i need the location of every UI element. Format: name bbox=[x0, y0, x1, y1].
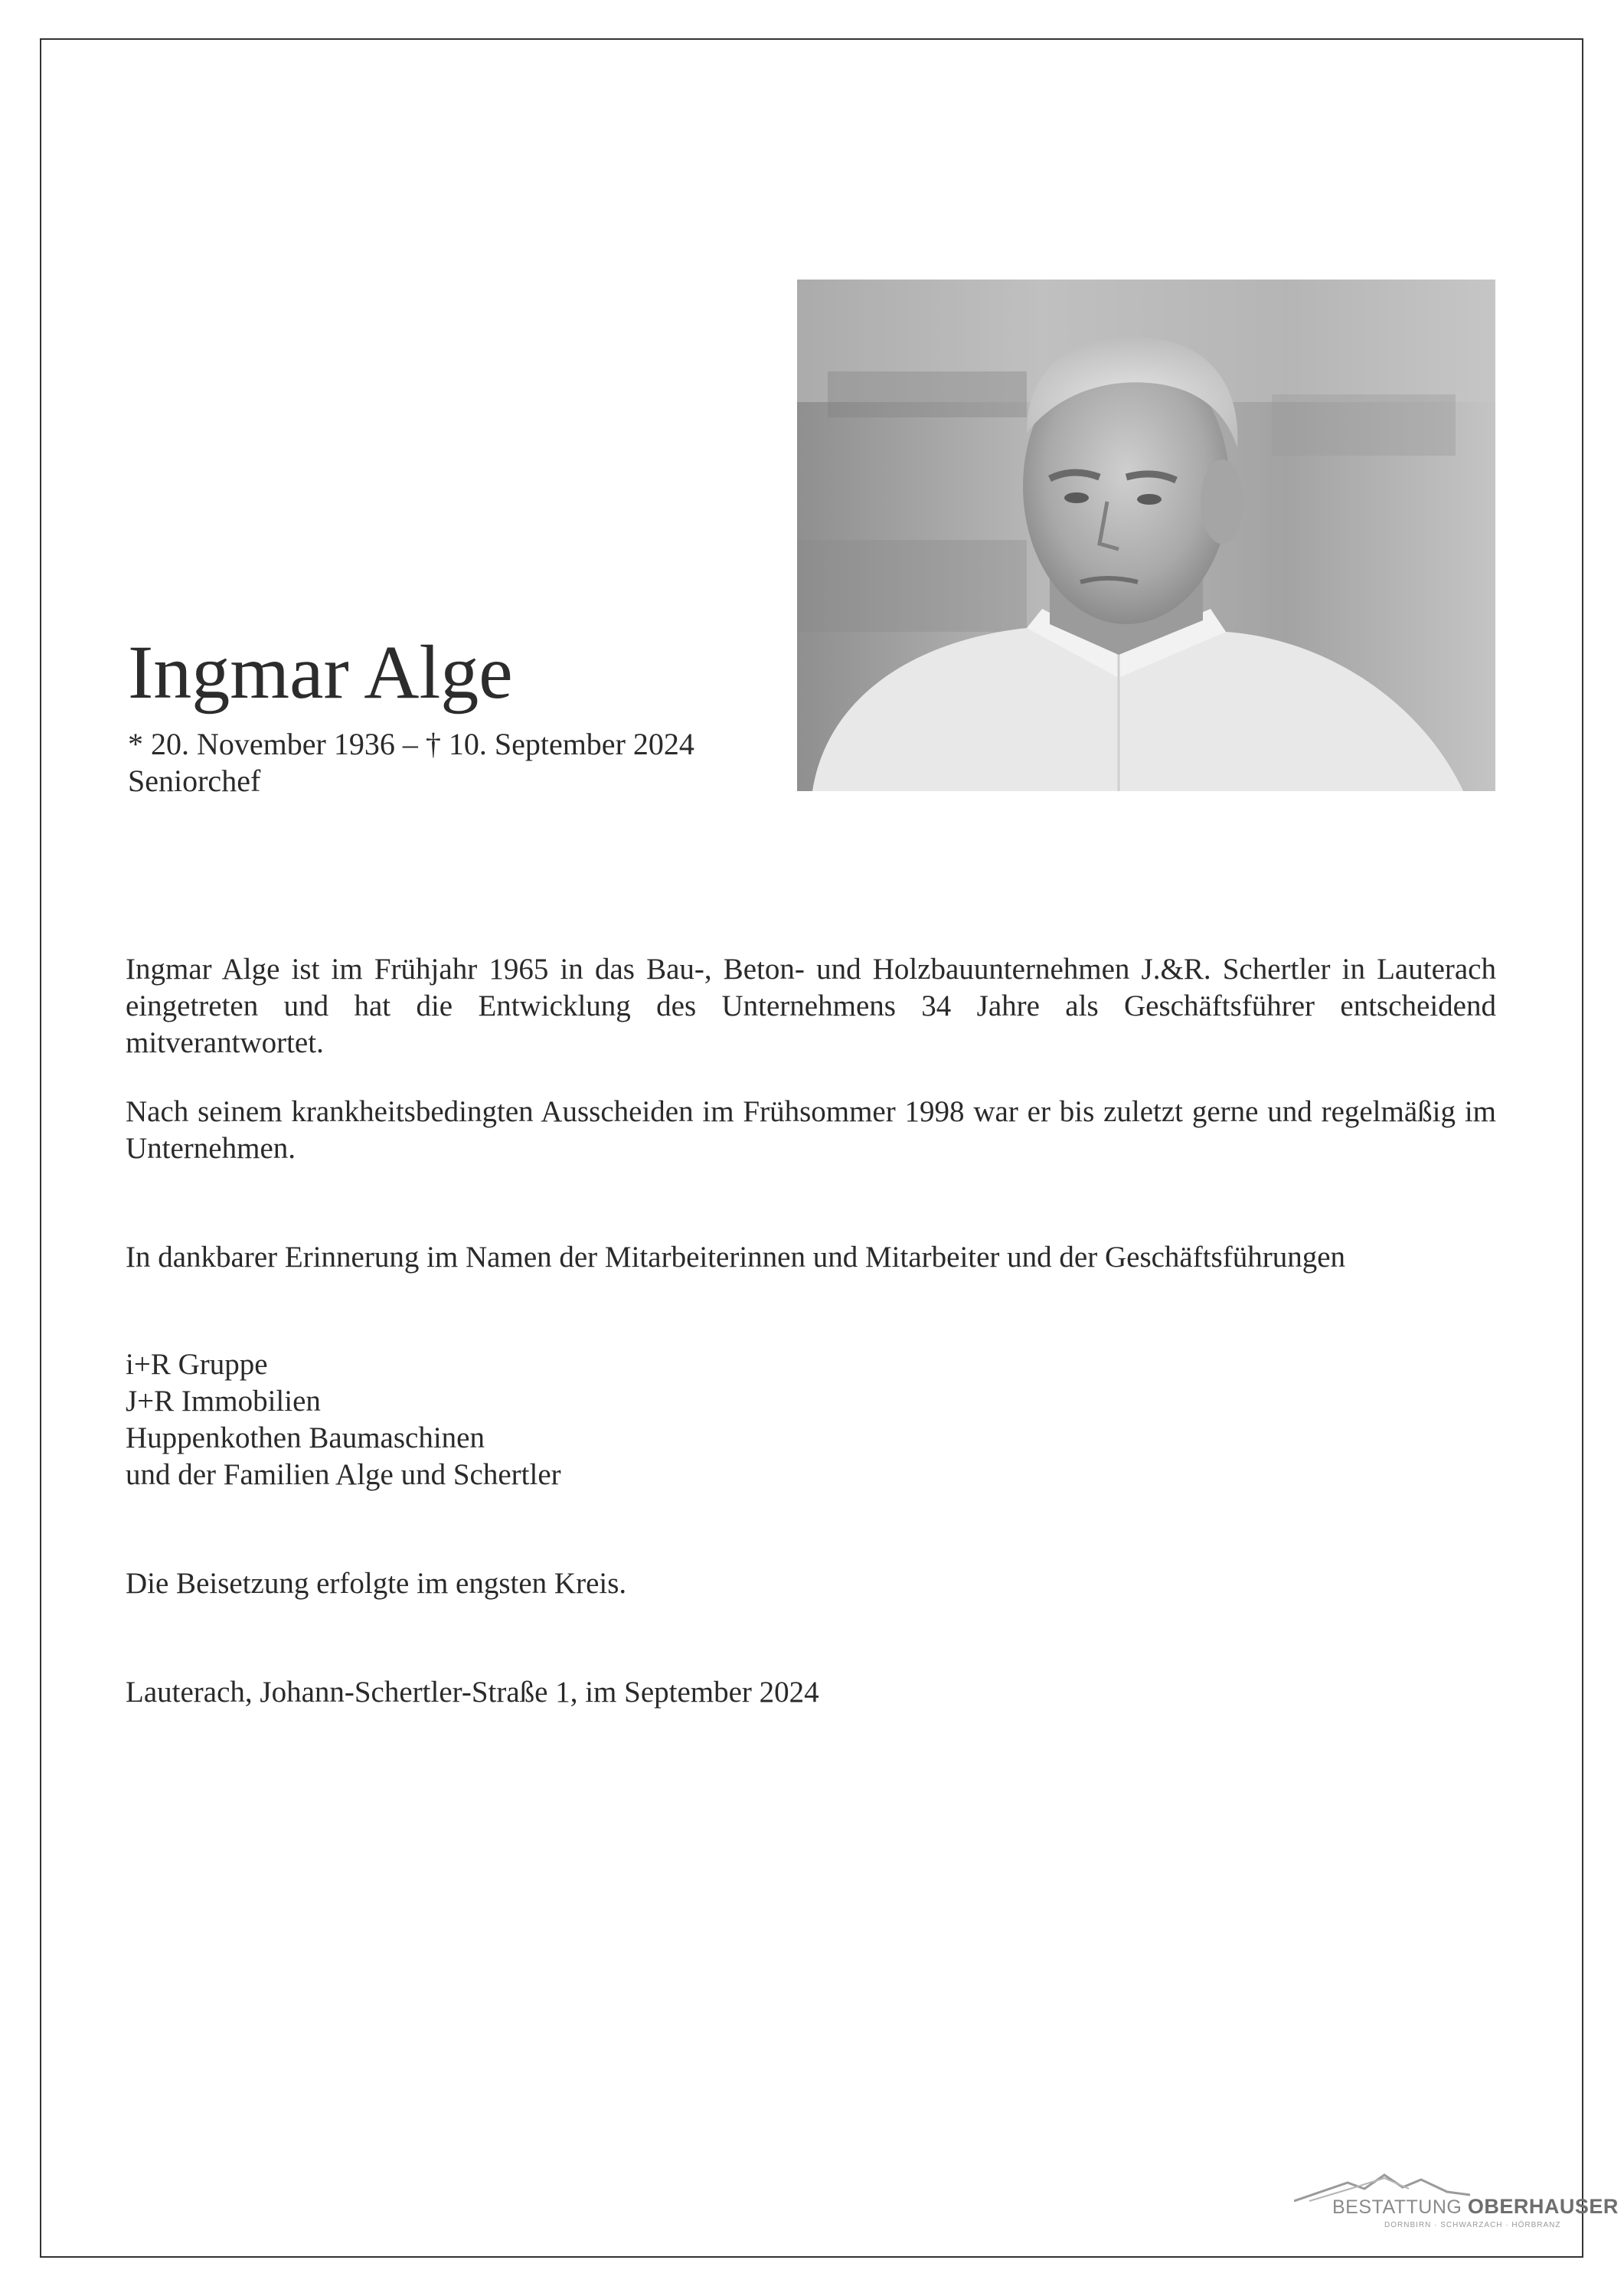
biography-paragraph-2: Nach seinem krankheitsbedingten Ausscheiden im Frühsommer 1998 war er bis zuletzt gerne und regelmäßig im Unternehmen. bbox=[126, 1095, 1496, 1165]
burial-note: Die Beisetzung erfolgte im engsten Kreis. bbox=[126, 1567, 627, 1600]
logo-wordmark bbox=[1332, 2195, 1619, 2219]
biography-paragraph-1: Ingmar Alge ist im Frühjahr 1965 in das Bau-, Beton- und Holzbauunternehmen J.&R. Schertler in Lauterach eingetreten und hat die Entwicklung des Unternehmens 34 Jahre als Geschäftsführer entscheidend mitverantwortet. bbox=[126, 953, 1496, 1059]
portrait-photo bbox=[797, 280, 1495, 791]
signatory-item: und der Familien Alge und Schertler bbox=[126, 1458, 561, 1491]
logo-prefix: BESTATTUNG bbox=[1332, 2196, 1462, 2218]
life-dates: * 20. November 1936 – † 10. September 2024 bbox=[128, 727, 694, 761]
logo-locations: DORNBIRN · SCHWARZACH · HÖRBRANZ bbox=[1384, 2221, 1561, 2229]
logo-brand: OBERHAUSER bbox=[1467, 2195, 1619, 2218]
deceased-name: Ingmar Alge bbox=[128, 630, 513, 715]
signatory-item: Huppenkothen Baumaschinen bbox=[126, 1421, 485, 1454]
funeral-home-logo bbox=[1294, 2172, 1619, 2241]
remembrance-line: In dankbarer Erinnerung im Namen der Mitarbeiterinnen und Mitarbeiter und der Geschäftsführungen bbox=[126, 1241, 1346, 1274]
signatory-item: i+R Gruppe bbox=[126, 1348, 268, 1381]
role-title: Seniorchef bbox=[128, 764, 261, 798]
signatory-item: J+R Immobilien bbox=[126, 1385, 321, 1418]
place-and-date: Lauterach, Johann-Schertler-Straße 1, im September 2024 bbox=[126, 1676, 819, 1709]
